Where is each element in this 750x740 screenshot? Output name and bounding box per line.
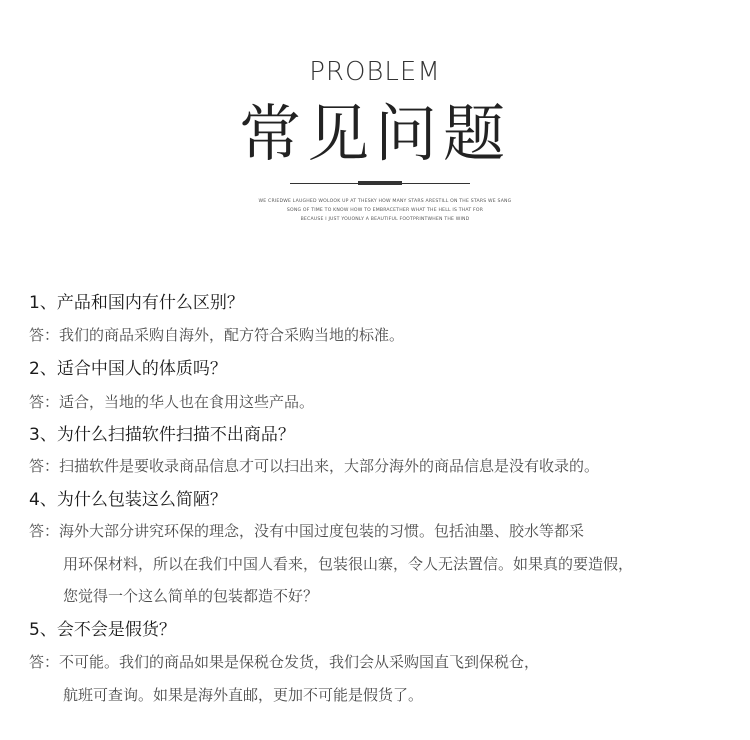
- page-header: [0, 0, 750, 230]
- faq-answer-4-line-2: 用环保材料，所以在我们中国人看来，包装很山寨，令人无法置信。如果真的要造假，: [63, 555, 634, 573]
- faq-answer-5-line-1: 答：不可能。我们的商品如果是保税仓发货，我们会从采购国直飞到保税仓，: [29, 653, 540, 671]
- faq-answer-4-line-3: 您觉得一个这么简单的包装都造不好？: [63, 587, 319, 605]
- title-divider-accent: [358, 181, 402, 185]
- tagline-line: SONG OF TIME TO KNOW HOW TO EMBRACETHER WHAT THE HELL IS THAT FOR: [286, 208, 484, 213]
- english-title: PROBLEM: [309, 57, 441, 87]
- faq-answer-4-line-1: 答：海外大部分讲究环保的理念，没有中国过度包装的习惯。包括油墨、胶水等都采: [29, 522, 585, 540]
- faq-question-1: 1、产品和国内有什么区别？: [29, 293, 244, 313]
- faq-question-5: 5、会不会是假货？: [29, 620, 176, 640]
- faq-question-3: 3、为什么扫描软件扫描不出商品？: [29, 425, 295, 445]
- faq-question-2: 2、适合中国人的体质吗？: [29, 359, 227, 379]
- chinese-title: 常见问题: [238, 97, 511, 170]
- faq-answer-2: 答：适合，当地的华人也在食用这些产品。: [29, 393, 315, 411]
- faq-question-4: 4、为什么包装这么简陋？: [29, 490, 227, 510]
- tagline: [225, 197, 545, 224]
- tagline-line: BECAUSE I JUST YOUONLY A BEAUTIFUL FOOTPRINTWHEN THE WIND: [300, 217, 470, 222]
- faq-answer-3: 答：扫描软件是要收录商品信息才可以扫出来，大部分海外的商品信息是没有收录的。: [29, 457, 600, 475]
- faq-answer-5-line-2: 航班可查询。如果是海外直邮，更加不可能是假货了。: [63, 686, 424, 704]
- faq-answer-1: 答：我们的商品采购自海外，配方符合采购当地的标准。: [29, 326, 405, 344]
- tagline-line: WE CRIEDWE LAUGHED WOLOOK UP AT THESKY HOW MANY STARS ARESTILL ON THE STARS WE SANG: [258, 199, 512, 204]
